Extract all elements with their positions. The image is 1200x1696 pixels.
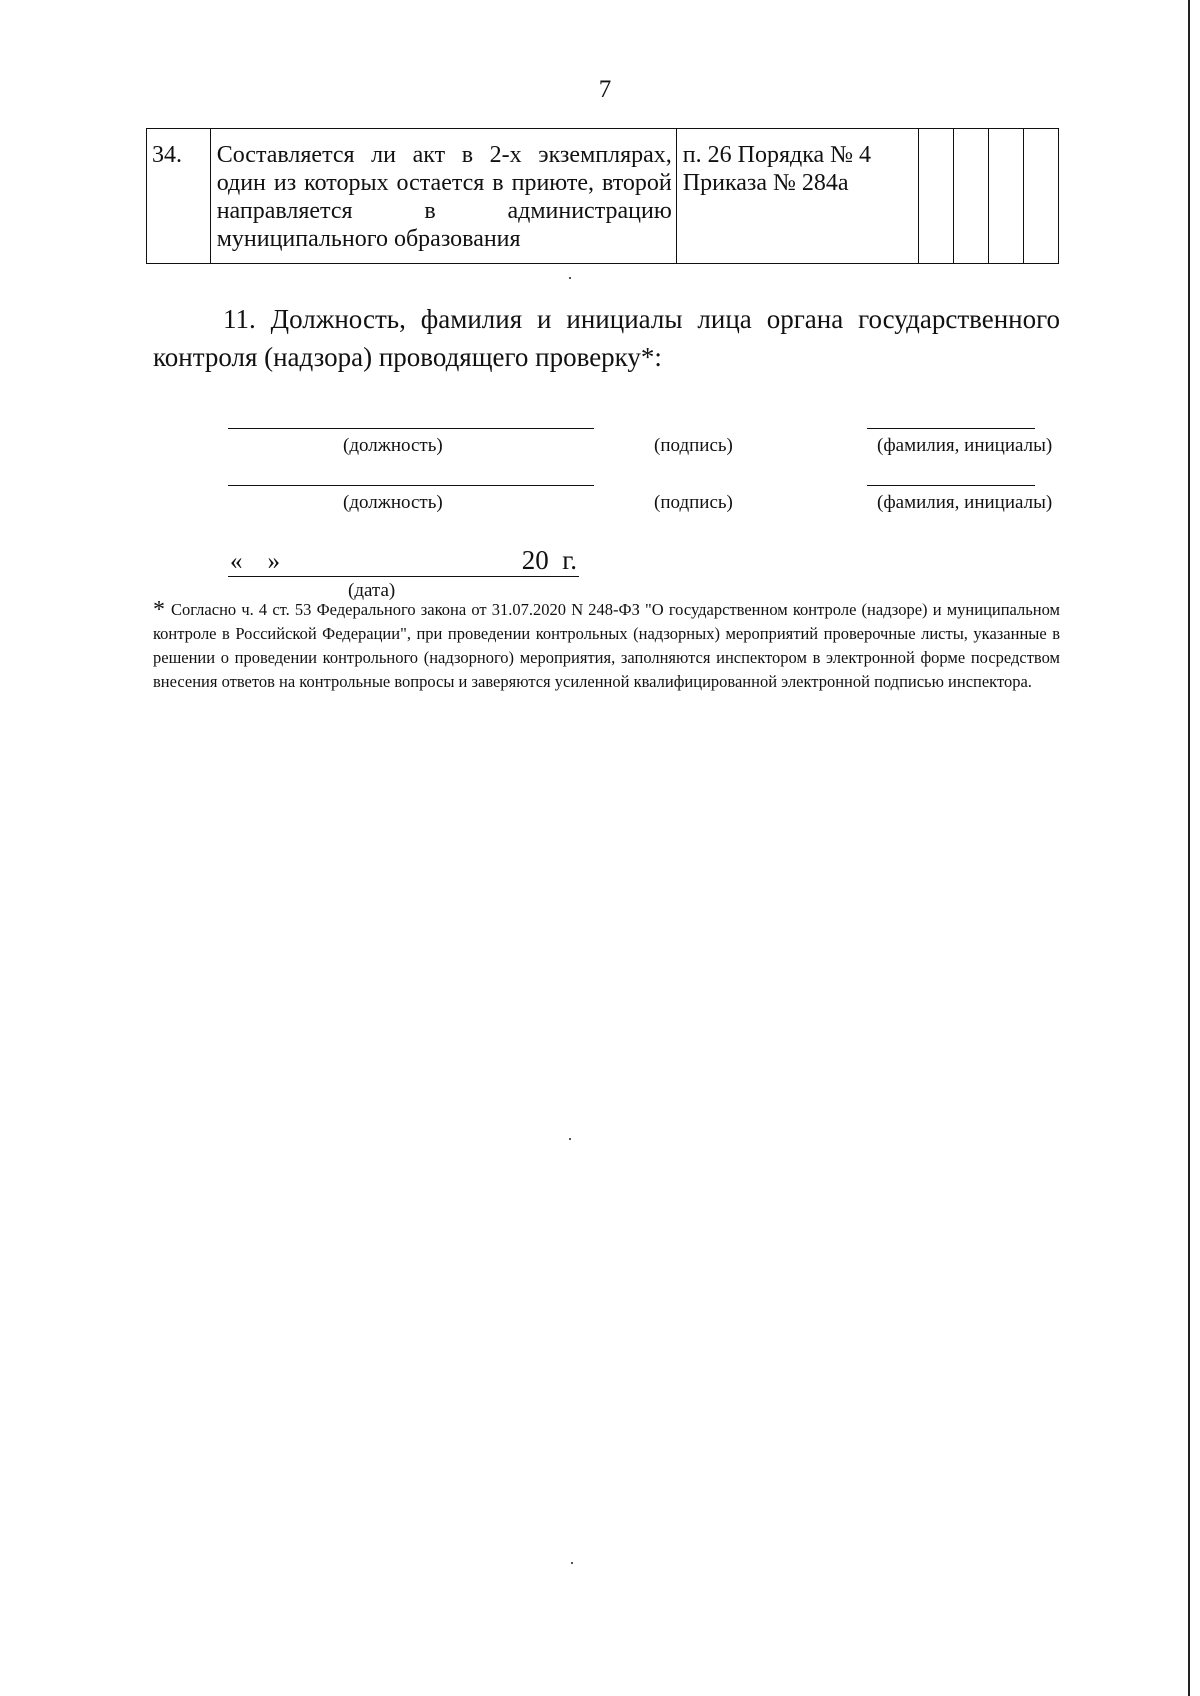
- name-caption-2: (фамилия, инициалы): [877, 492, 1053, 513]
- position-line-1[interactable]: [228, 428, 594, 429]
- answer-cell-no[interactable]: [953, 129, 988, 264]
- scan-speck: [571, 1562, 573, 1564]
- signature-caption-2: (подпись): [654, 492, 733, 513]
- row-reference: п. 26 Порядка № 4 Приказа № 284а: [676, 129, 918, 264]
- name-caption-1: (фамилия, инициалы): [877, 435, 1053, 456]
- row-question: Составляется ли акт в 2-х экземплярах, один из которых остается в приюте, второй направляется в администрацию муниципального образования: [210, 129, 676, 264]
- table-row: [147, 129, 1059, 264]
- position-caption-2: (должность): [343, 492, 443, 513]
- row-number: 34.: [147, 129, 211, 264]
- page-number: 7: [598, 76, 612, 103]
- footnote-text: Согласно ч. 4 ст. 53 Федерального закона от 31.07.2020 N 248-ФЗ "О государственном контроле (надзоре) и муниципальном контроле в Российской Федерации", при проведении контрольных (надзорных) мероприятий проверочные листы, указанные в решении о проведении контрольного (надзорного) мероприятия, заполняются инспектором в электронной форме посредством внесения ответов на контрольные вопросы и заверяются усиленной квалифицированной электронной подписью инспектора.: [153, 600, 1060, 691]
- position-caption-1: (должность): [343, 435, 443, 456]
- date-caption: (дата): [348, 580, 396, 601]
- section-title: 11. Должность, фамилия и инициалы лица органа государственного контроля (надзора) проводящего проверку*:: [153, 304, 1060, 372]
- checklist-table: [146, 128, 1059, 264]
- scan-speck: [569, 1138, 571, 1140]
- signature-caption-1: (подпись): [654, 435, 733, 456]
- page-edge: [1188, 0, 1190, 1696]
- date-quotes: « »: [230, 548, 280, 575]
- position-line-2[interactable]: [228, 485, 594, 486]
- answer-cell-yes[interactable]: [918, 129, 953, 264]
- footnote: [153, 598, 1060, 694]
- name-line-1[interactable]: [867, 428, 1035, 429]
- scan-speck: [569, 277, 571, 279]
- answer-cell-na[interactable]: [988, 129, 1023, 264]
- date-field[interactable]: [228, 545, 579, 577]
- name-line-2[interactable]: [867, 485, 1035, 486]
- date-year: 20 г.: [521, 545, 577, 575]
- answer-cell-comment[interactable]: [1023, 129, 1058, 264]
- footnote-mark: *: [153, 597, 165, 623]
